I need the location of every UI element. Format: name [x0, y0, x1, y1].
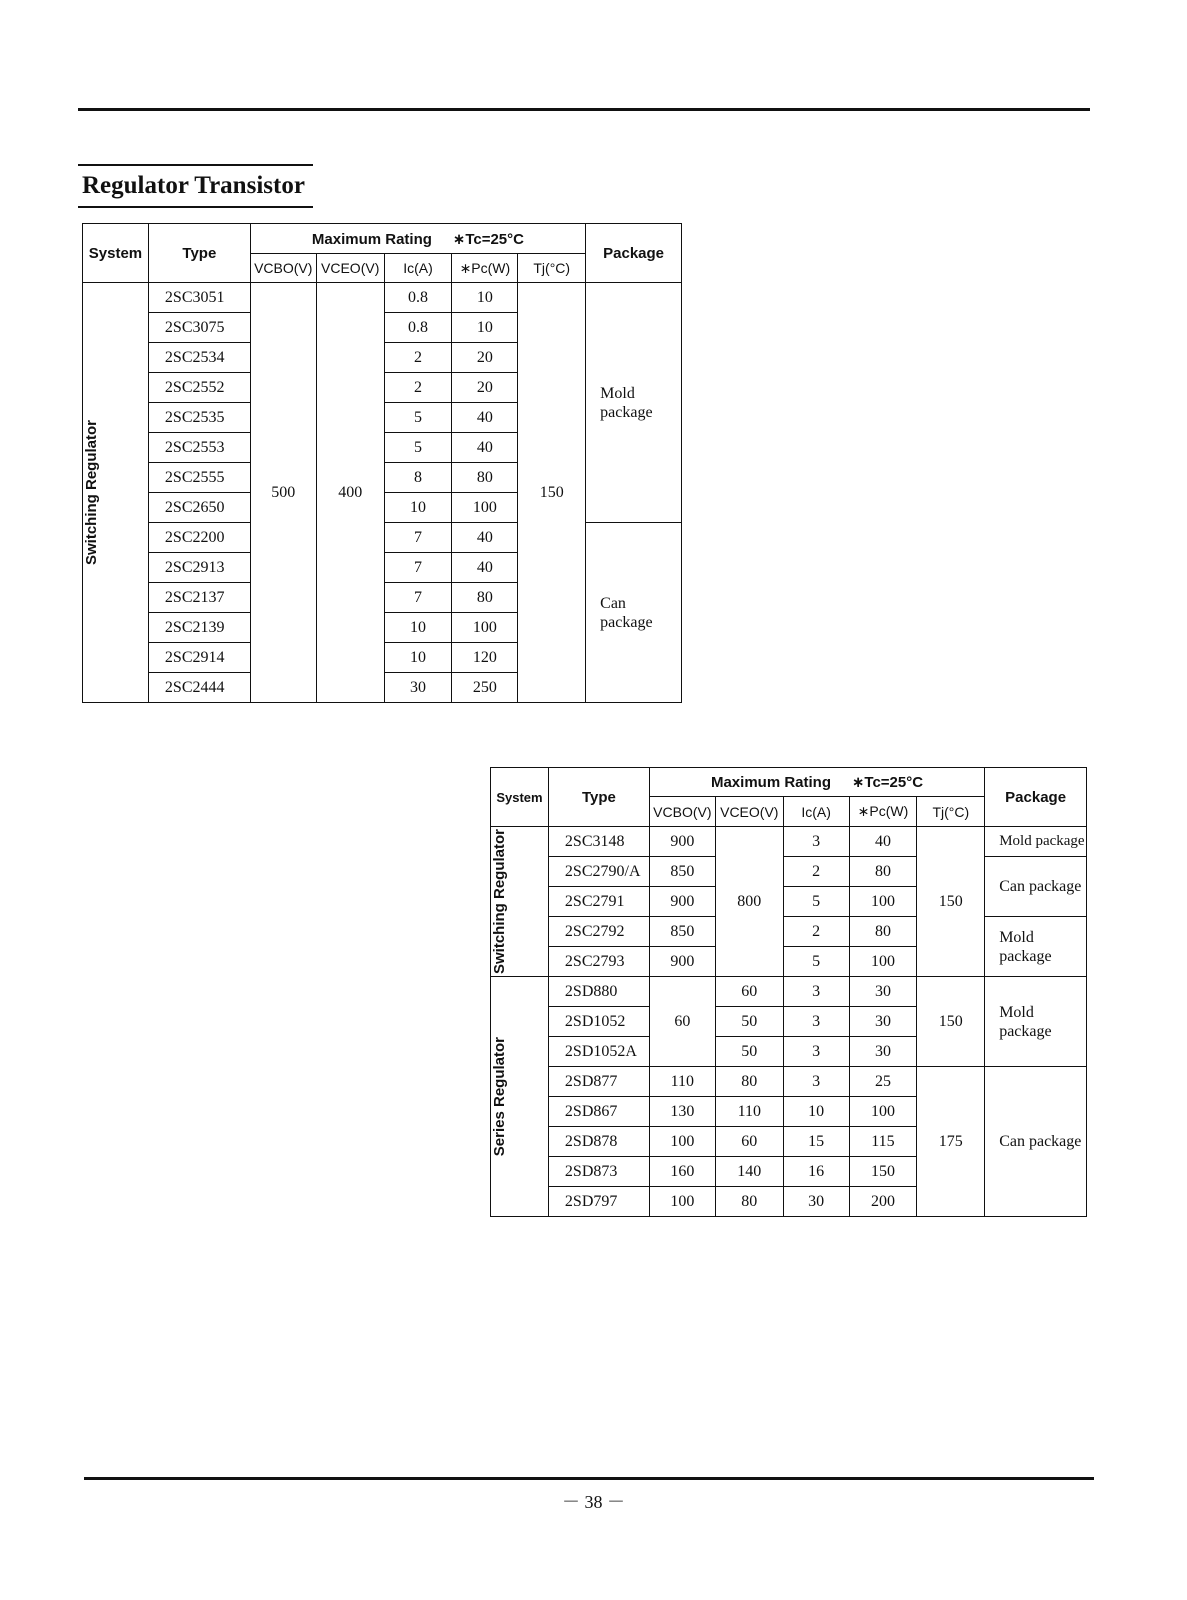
type-cell: 2SC2793: [548, 947, 649, 977]
package-mold: [586, 283, 682, 523]
package-can: [586, 523, 682, 703]
vcbo-cell: 850: [649, 857, 715, 887]
header-max-rating: [250, 224, 585, 254]
table-row: [491, 917, 1087, 947]
vcbo-cell: 900: [649, 887, 715, 917]
top-rule: [78, 108, 1090, 111]
pc-cell: 200: [849, 1187, 917, 1217]
package-mold-text: Mold package: [600, 384, 653, 421]
package-can-2: [985, 857, 1087, 917]
type-cell: 2SC2200: [148, 523, 250, 553]
type-cell: 2SC3148: [548, 827, 649, 857]
ic-cell: 10: [384, 613, 452, 643]
ic-cell: 2: [384, 343, 452, 373]
vceo-cell: 800: [715, 827, 783, 977]
table-row: [491, 977, 1087, 1007]
pc-cell: 80: [452, 463, 518, 493]
system-switching: [83, 283, 149, 703]
package-mold-2: [985, 917, 1087, 977]
ic-cell: 7: [384, 523, 452, 553]
pc-cell: 80: [849, 917, 917, 947]
vceo-cell: 110: [715, 1097, 783, 1127]
system-switching-label: Switching Regulator: [83, 419, 100, 565]
type-cell: 2SD867: [548, 1097, 649, 1127]
table-row: [83, 283, 682, 313]
type-cell: 2SC2139: [148, 613, 250, 643]
pc-cell: 40: [452, 403, 518, 433]
bottom-rule: [84, 1477, 1094, 1480]
type-cell: 2SC2913: [148, 553, 250, 583]
header-pc-2: ∗Pc(W): [849, 797, 917, 827]
tj-cell: 150: [917, 827, 985, 977]
header-max-rating-2: [649, 768, 984, 797]
tj-cell: 150: [917, 977, 985, 1067]
title-rule-top: [78, 164, 313, 166]
header-vceo-2: VCEO(V): [715, 797, 783, 827]
vcbo-cell: 100: [649, 1127, 715, 1157]
ic-cell: 3: [783, 1037, 849, 1067]
type-cell: 2SC2553: [148, 433, 250, 463]
pc-cell: 30: [849, 977, 917, 1007]
ic-cell: 7: [384, 583, 452, 613]
pc-cell: 120: [452, 643, 518, 673]
pc-cell: 250: [452, 673, 518, 703]
ic-cell: 2: [384, 373, 452, 403]
pc-cell: 30: [849, 1007, 917, 1037]
vceo-cell: 140: [715, 1157, 783, 1187]
type-cell: 2SC2534: [148, 343, 250, 373]
type-cell: 2SC2791: [548, 887, 649, 917]
header-tj-2: Tj(°C): [917, 797, 985, 827]
ic-cell: 30: [384, 673, 452, 703]
package-mold-single-text: Mold package: [999, 833, 1085, 849]
package-can-3-text: Can package: [999, 1133, 1082, 1150]
type-cell: 2SC2137: [148, 583, 250, 613]
ic-cell: 3: [783, 1007, 849, 1037]
pc-cell: 20: [452, 373, 518, 403]
vcbo-cell: 160: [649, 1157, 715, 1187]
type-cell: 2SD878: [548, 1127, 649, 1157]
pc-cell: 40: [452, 523, 518, 553]
pc-cell: 20: [452, 343, 518, 373]
package-can-2-text: Can package: [999, 878, 1082, 895]
ic-cell: 5: [783, 947, 849, 977]
type-cell: 2SC2555: [148, 463, 250, 493]
tj-cell: 150: [518, 283, 586, 703]
header-system: System: [83, 224, 149, 283]
header-vcbo-2: VCBO(V): [649, 797, 715, 827]
ic-cell: 2: [783, 917, 849, 947]
vcbo-cell: 110: [649, 1067, 715, 1097]
header-tj: Tj(°C): [518, 254, 586, 283]
header-pc: ∗Pc(W): [452, 254, 518, 283]
page-title: Regulator Transistor: [82, 172, 305, 199]
header-vcbo: VCBO(V): [250, 254, 316, 283]
type-cell: 2SC2552: [148, 373, 250, 403]
pc-cell: 40: [452, 553, 518, 583]
vcbo-cell: 500: [250, 283, 316, 703]
ic-cell: 5: [384, 433, 452, 463]
pc-cell: 10: [452, 283, 518, 313]
ic-cell: 5: [384, 403, 452, 433]
ic-cell: 2: [783, 857, 849, 887]
header-system-2: System: [491, 768, 549, 827]
pc-cell: 80: [849, 857, 917, 887]
ic-cell: 15: [783, 1127, 849, 1157]
vcbo-cell: 900: [649, 827, 715, 857]
header-ic-2: Ic(A): [783, 797, 849, 827]
header-max-rating-label-2: Maximum Rating: [710, 774, 831, 791]
vcbo-cell: 850: [649, 917, 715, 947]
vceo-cell: 60: [715, 977, 783, 1007]
ic-cell: 10: [384, 493, 452, 523]
vceo-cell: 50: [715, 1007, 783, 1037]
type-cell: 2SC3075: [148, 313, 250, 343]
vcbo-cell: 130: [649, 1097, 715, 1127]
pc-cell: 10: [452, 313, 518, 343]
vcbo-cell: 900: [649, 947, 715, 977]
type-cell: 2SD877: [548, 1067, 649, 1097]
package-mold-single: [985, 827, 1087, 857]
system-series-label: Series Regulator: [491, 1036, 508, 1157]
ic-cell: 16: [783, 1157, 849, 1187]
regulator-table-2: [490, 767, 1087, 1217]
vceo-cell: 80: [715, 1187, 783, 1217]
type-cell: 2SD873: [548, 1157, 649, 1187]
header-type-2: Type: [548, 768, 649, 827]
pc-cell: 40: [452, 433, 518, 463]
vceo-cell: 60: [715, 1127, 783, 1157]
pc-cell: 30: [849, 1037, 917, 1067]
ic-cell: 3: [783, 827, 849, 857]
package-can-3: [985, 1067, 1087, 1217]
vceo-cell: 50: [715, 1037, 783, 1067]
pc-cell: 40: [849, 827, 917, 857]
title-rule-bottom: [78, 206, 313, 208]
header-max-rating-label: Maximum Rating: [311, 230, 432, 248]
type-cell: 2SC2792: [548, 917, 649, 947]
table-row: [491, 857, 1087, 887]
regulator-table-1: [82, 223, 682, 703]
type-cell: 2SC3051: [148, 283, 250, 313]
tj-cell: 175: [917, 1067, 985, 1217]
header-tc-note-2: ∗Tc=25°C: [851, 774, 924, 791]
type-cell: 2SC2444: [148, 673, 250, 703]
ic-cell: 8: [384, 463, 452, 493]
system-series: [491, 977, 549, 1217]
pc-cell: 150: [849, 1157, 917, 1187]
ic-cell: 10: [783, 1097, 849, 1127]
table-row: [491, 1067, 1087, 1097]
type-cell: 2SC2650: [148, 493, 250, 523]
type-cell: 2SD797: [548, 1187, 649, 1217]
header-tc-note: ∗Tc=25°C: [452, 230, 524, 248]
header-package: Package: [586, 224, 682, 283]
pc-cell: 115: [849, 1127, 917, 1157]
ic-cell: 5: [783, 887, 849, 917]
ic-cell: 30: [783, 1187, 849, 1217]
ic-cell: 7: [384, 553, 452, 583]
ic-cell: 3: [783, 977, 849, 1007]
vceo-cell: 80: [715, 1067, 783, 1097]
package-mold-2-text: Mold package: [999, 928, 1052, 965]
ic-cell: 10: [384, 643, 452, 673]
pc-cell: 25: [849, 1067, 917, 1097]
type-cell: 2SD1052A: [548, 1037, 649, 1067]
type-cell: 2SD880: [548, 977, 649, 1007]
system-switching-2-label: Switching Regulator: [491, 828, 508, 974]
pc-cell: 100: [849, 947, 917, 977]
package-mold-3-text: Mold package: [999, 1003, 1052, 1040]
ic-cell: 0.8: [384, 313, 452, 343]
vcbo-cell: 100: [649, 1187, 715, 1217]
type-cell: 2SC2535: [148, 403, 250, 433]
table-row: [491, 827, 1087, 857]
pc-cell: 100: [452, 493, 518, 523]
type-cell: 2SC2914: [148, 643, 250, 673]
pc-cell: 100: [849, 887, 917, 917]
page-number: － 38 －: [562, 1492, 625, 1512]
package-can-text: Can package: [600, 594, 653, 631]
header-ic: Ic(A): [384, 254, 452, 283]
header-type: Type: [148, 224, 250, 283]
type-cell: 2SD1052: [548, 1007, 649, 1037]
vceo-cell: 400: [316, 283, 384, 703]
vcbo-cell: 60: [649, 977, 715, 1067]
header-package-2: Package: [985, 768, 1087, 827]
ic-cell: 3: [783, 1067, 849, 1097]
system-switching-2: [491, 827, 549, 977]
pc-cell: 100: [452, 613, 518, 643]
package-mold-3: [985, 977, 1087, 1067]
header-vceo: VCEO(V): [316, 254, 384, 283]
pc-cell: 80: [452, 583, 518, 613]
pc-cell: 100: [849, 1097, 917, 1127]
type-cell: 2SC2790/A: [548, 857, 649, 887]
ic-cell: 0.8: [384, 283, 452, 313]
